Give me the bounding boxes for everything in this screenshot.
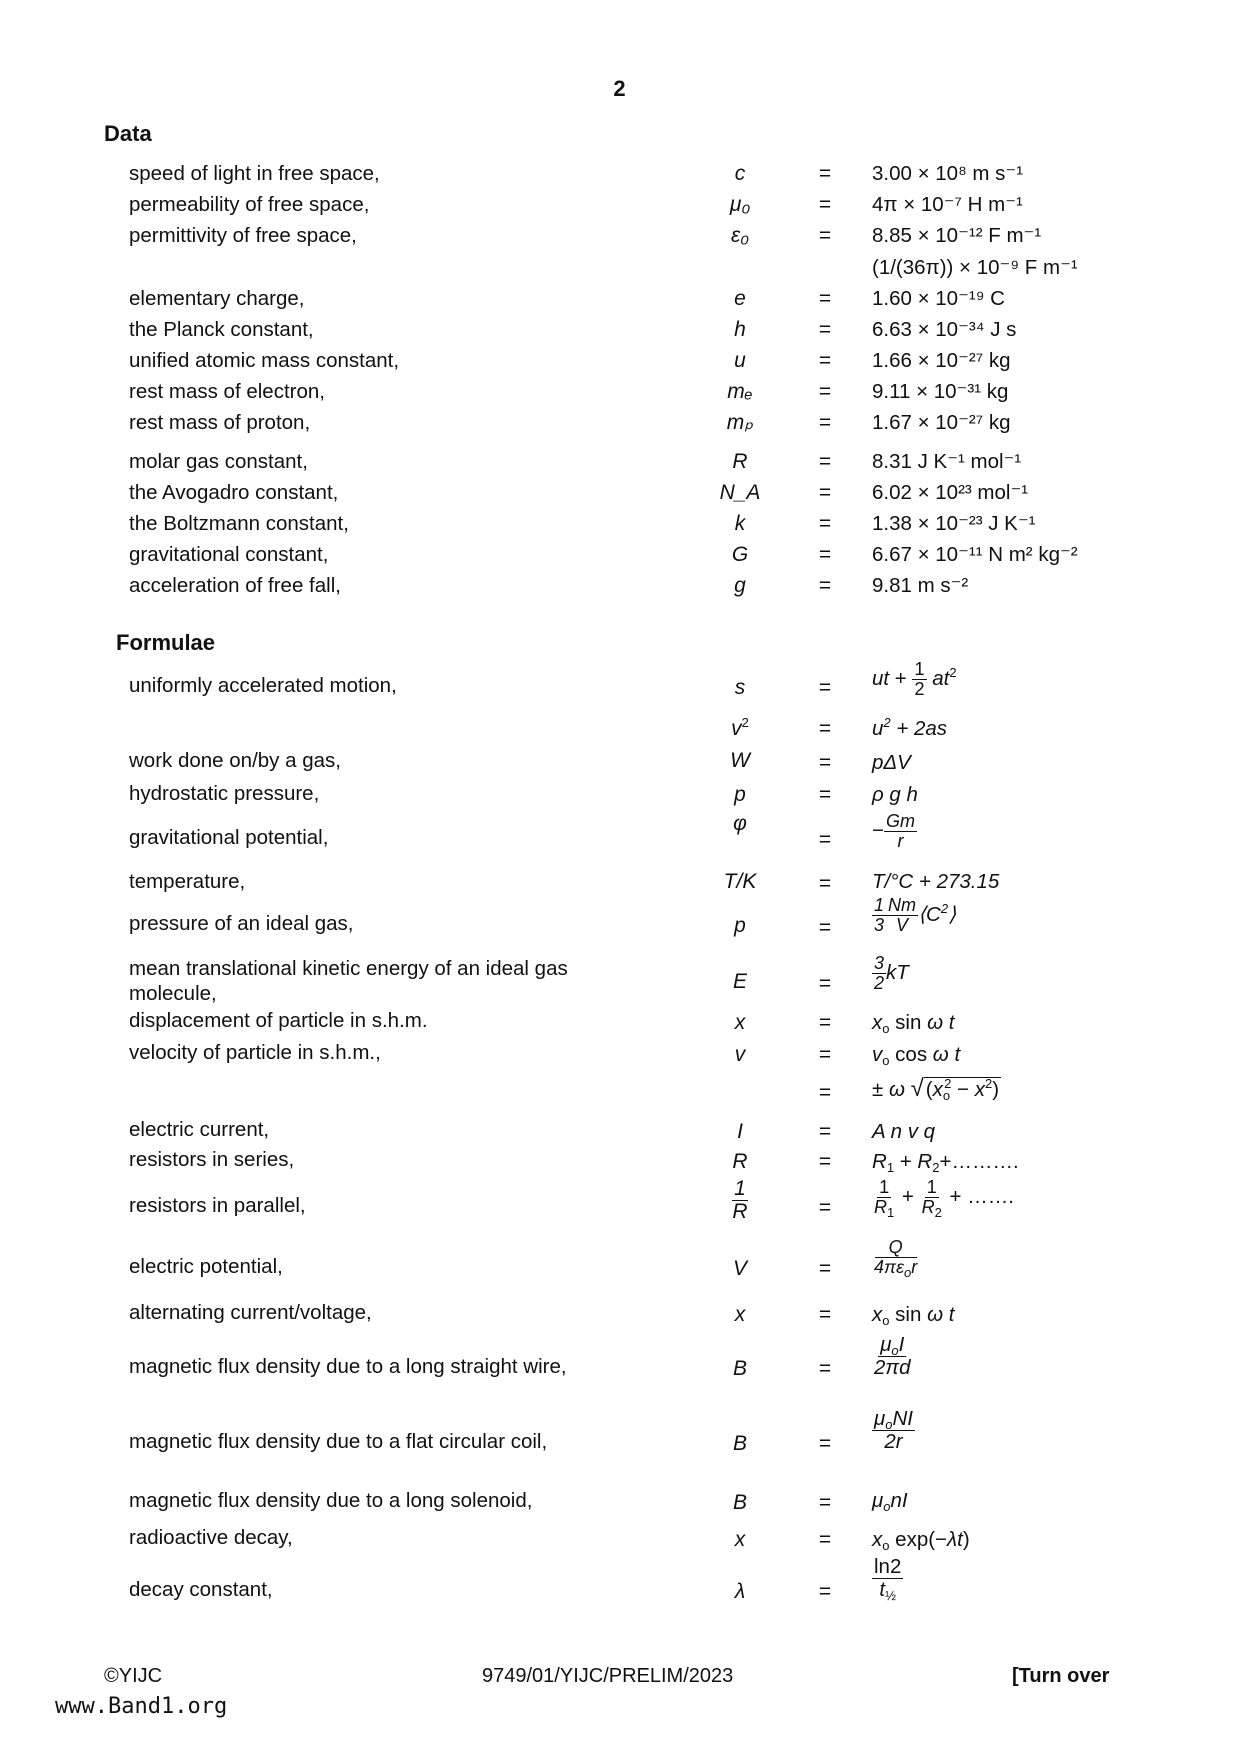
formula-value: $\frac{\mu_oNI}{2r}$: [874, 1407, 913, 1453]
equals-sign: =: [818, 380, 832, 403]
formula-label: displacement of particle in s.h.m.: [129, 1009, 428, 1032]
data-value: 8.31 J K⁻¹ mol⁻¹: [872, 450, 1022, 473]
data-label: acceleration of free fall,: [129, 574, 341, 597]
equals-sign: =: [818, 1150, 832, 1173]
formula-symbol: p: [734, 914, 746, 937]
equals-sign: =: [818, 972, 832, 995]
formula-label: mean translational kinetic energy of an ideal gas: [129, 957, 568, 980]
formula-value: $R_1$ + $R_2+\dots\dots\dots$.: [872, 1150, 1019, 1175]
formula-symbol: B: [732, 1491, 747, 1514]
formula-value: $\frac{Q}{4\pi\varepsilon_or}$: [874, 1237, 918, 1280]
data-value: 6.67 × 10⁻¹¹ N m² kg⁻²: [872, 543, 1078, 566]
formula-label: temperature,: [129, 870, 246, 893]
formulae-heading: Formulae: [116, 630, 216, 655]
formula-value: $\frac{1}{R_1}$ + $\frac{1}{R_2}$ + …….: [874, 1177, 1014, 1220]
equals-sign: =: [818, 224, 832, 247]
equals-sign: =: [818, 1491, 832, 1514]
equals-sign: =: [818, 872, 832, 895]
data-value: 9.81 m s⁻²: [872, 574, 969, 597]
equals-sign: =: [818, 1528, 832, 1551]
data-symbol: e: [734, 287, 746, 310]
equals-sign: =: [818, 193, 832, 216]
formula-label: resistors in series,: [129, 1148, 295, 1171]
formula-value: $x_o$ sin ω t: [872, 1011, 955, 1036]
data-symbol: u: [734, 349, 746, 372]
equals-sign: =: [818, 1303, 832, 1326]
data-symbol: h: [734, 318, 746, 341]
formula-label: decay constant,: [129, 1578, 273, 1601]
formula-symbol: φ: [733, 812, 747, 835]
formula-label: hydrostatic pressure,: [129, 782, 320, 805]
formula-symbol: B: [732, 1432, 747, 1455]
equals-sign: =: [818, 828, 832, 851]
formula-symbol: $v^2$: [731, 715, 749, 740]
equals-sign: =: [818, 1580, 832, 1603]
equals-sign: =: [818, 287, 832, 310]
formula-label: magnetic flux density due to a flat circular coil,: [129, 1430, 548, 1453]
data-label: elementary charge,: [129, 287, 305, 310]
data-value: (1/(36π)) × 10⁻⁹ F m⁻¹: [872, 256, 1078, 279]
formula-label: resistors in parallel,: [129, 1194, 306, 1217]
data-symbol: μ₀: [729, 193, 751, 216]
equals-sign: =: [818, 318, 832, 341]
data-value: 1.67 × 10⁻²⁷ kg: [872, 411, 1011, 434]
formula-value: $u^2 + 2as$: [872, 715, 948, 740]
equals-sign: =: [818, 1043, 832, 1066]
formula-label: electric current,: [129, 1118, 270, 1141]
formula-value: T/°C + 273.15: [872, 870, 1000, 893]
data-value: 9.11 × 10⁻³¹ kg: [872, 380, 1009, 403]
formula-symbol: I: [737, 1120, 743, 1143]
formula-value: $x_o$ sin ω t: [872, 1303, 955, 1328]
data-heading: Data: [104, 121, 152, 146]
formula-symbol: T/K: [723, 870, 757, 893]
formula-label: alternating current/voltage,: [129, 1301, 372, 1324]
formula-symbol: B: [732, 1357, 747, 1380]
formula-symbol: $\frac{1}{R}$: [732, 1177, 748, 1224]
equals-sign: =: [818, 162, 832, 185]
footer-copyright: ©YIJC: [104, 1665, 163, 1687]
data-symbol: G: [731, 543, 749, 566]
formula-value: $\mu_onI$: [872, 1489, 908, 1514]
data-label: the Planck constant,: [129, 318, 314, 341]
data-value: 8.85 × 10⁻¹² F m⁻¹: [872, 224, 1042, 247]
equals-sign: =: [818, 1120, 832, 1143]
data-label: permittivity of free space,: [129, 224, 357, 247]
equals-sign: =: [818, 450, 832, 473]
formula-symbol: R: [732, 1150, 748, 1173]
equals-sign: =: [818, 574, 832, 597]
data-symbol: mₚ: [726, 411, 754, 434]
data-value: 3.00 × 10⁸ m s⁻¹: [872, 162, 1024, 185]
data-value: 6.02 × 10²³ mol⁻¹: [872, 481, 1029, 504]
formula-symbol: x: [734, 1528, 746, 1551]
data-value: 1.60 × 10⁻¹⁹ C: [872, 287, 1005, 310]
data-value: 4π × 10⁻⁷ H m⁻¹: [872, 193, 1023, 216]
formula-label: radioactive decay,: [129, 1526, 293, 1549]
equals-sign: =: [818, 1196, 832, 1219]
page-number: 2: [613, 76, 626, 101]
equals-sign: =: [818, 676, 832, 699]
equals-sign: =: [818, 751, 832, 774]
formula-label-continued: molecule,: [129, 982, 217, 1005]
data-label: rest mass of electron,: [129, 380, 325, 403]
formula-symbol: V: [732, 1257, 747, 1280]
equals-sign: =: [818, 717, 832, 740]
formula-value: − $\frac{Gm}{r}$: [872, 811, 915, 851]
formula-label: gravitational potential,: [129, 826, 329, 849]
formula-value: ± ω $√(x_o^2 - x^2)$: [872, 1075, 1000, 1103]
watermark-url: www.Band1.org: [55, 1694, 228, 1719]
formula-value: pΔV: [872, 751, 911, 774]
equals-sign: =: [818, 783, 832, 806]
data-value: 1.38 × 10⁻²³ J K⁻¹: [872, 512, 1036, 535]
data-label: speed of light in free space,: [129, 162, 380, 185]
equals-sign: =: [818, 512, 832, 535]
formula-value: ut + $\frac{1}{2}$ $at^2$: [872, 659, 957, 699]
formula-symbol: W: [730, 749, 750, 772]
equals-sign: =: [818, 481, 832, 504]
footer-paper-code: 9749/01/YIJC/PRELIM/2023: [482, 1665, 734, 1687]
formula-symbol: λ: [734, 1580, 746, 1603]
equals-sign: =: [818, 1081, 832, 1104]
formula-symbol: x: [734, 1011, 746, 1034]
equals-sign: =: [818, 1357, 832, 1380]
formula-value: ρ g h: [872, 783, 918, 806]
data-symbol: mₑ: [727, 380, 753, 403]
footer-turn-over: [Turn over: [1012, 1665, 1110, 1687]
data-symbol: ε₀: [730, 224, 750, 247]
formula-label: pressure of an ideal gas,: [129, 912, 354, 935]
data-label: the Avogadro constant,: [129, 481, 339, 504]
data-label: permeability of free space,: [129, 193, 370, 216]
formula-label: uniformly accelerated motion,: [129, 674, 397, 697]
formula-symbol: s: [734, 676, 746, 699]
data-value: 1.66 × 10⁻²⁷ kg: [872, 349, 1011, 372]
data-symbol: R: [732, 450, 748, 473]
formula-symbol: E: [732, 970, 747, 993]
data-value: 6.63 × 10⁻³⁴ J s: [872, 318, 1017, 341]
formula-label: work done on/by a gas,: [129, 749, 341, 772]
equals-sign: =: [818, 349, 832, 372]
data-label: unified atomic mass constant,: [129, 349, 400, 372]
formula-value: $\frac{\mu_oI}{2\pi d}$: [874, 1333, 911, 1379]
data-label: the Boltzmann constant,: [129, 512, 349, 535]
formula-symbol: x: [734, 1303, 746, 1326]
formula-value: $\frac{\ln 2}{t_{\frac{1}{2}}}$: [874, 1555, 902, 1603]
equals-sign: =: [818, 1432, 832, 1455]
equals-sign: =: [818, 411, 832, 434]
formula-label: magnetic flux density due to a long solenoid,: [129, 1489, 533, 1512]
data-symbol: k: [734, 512, 746, 535]
formula-value: A n v q: [872, 1120, 936, 1143]
formula-label: magnetic flux density due to a long straight wire,: [129, 1355, 567, 1378]
formula-value: $x_o$ exp(−λt): [872, 1528, 970, 1553]
formula-value: $\frac{3}{2}$ kT: [874, 953, 909, 993]
formula-value: $\frac{1}{3}$ $\frac{Nm}{V}$ $⟨C^2⟩$: [874, 895, 957, 935]
data-label: molar gas constant,: [129, 450, 308, 473]
data-label: rest mass of proton,: [129, 411, 311, 434]
data-symbol: N_A: [719, 481, 761, 504]
equals-sign: =: [818, 1257, 832, 1280]
formula-label: velocity of particle in s.h.m.,: [129, 1041, 381, 1064]
equals-sign: =: [818, 543, 832, 566]
formula-value: $v_o$ cos ω t: [872, 1043, 961, 1068]
equals-sign: =: [818, 916, 832, 939]
data-symbol: c: [734, 162, 746, 185]
formula-symbol: v: [734, 1043, 746, 1066]
equals-sign: =: [818, 1011, 832, 1034]
formula-symbol: p: [734, 783, 746, 806]
data-label: gravitational constant,: [129, 543, 329, 566]
data-symbol: g: [734, 574, 746, 597]
formula-label: electric potential,: [129, 1255, 283, 1278]
